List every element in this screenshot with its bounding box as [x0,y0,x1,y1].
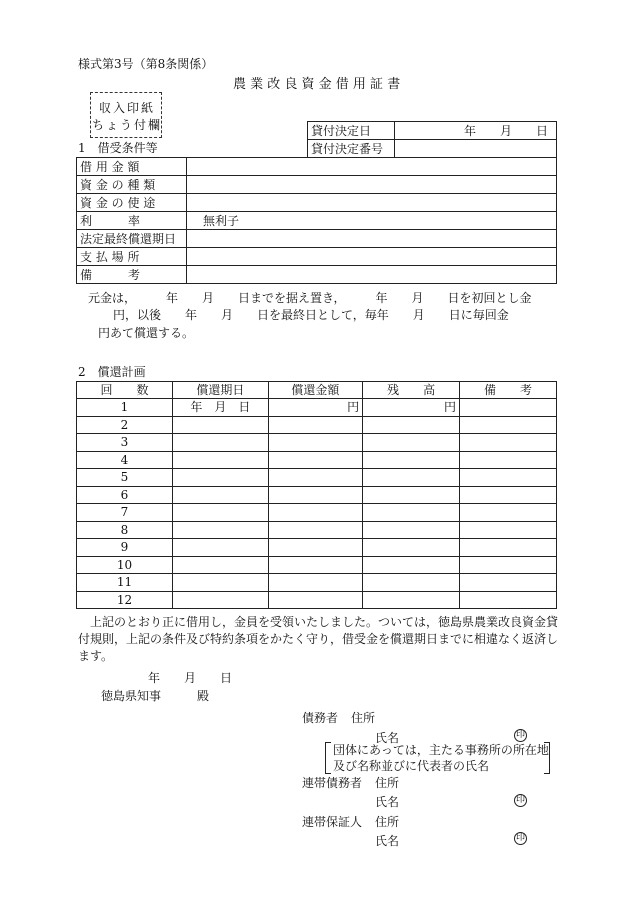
plan-balance [363,469,460,487]
plan-balance [363,434,460,452]
guarantor-name-label: 氏名 [375,834,400,848]
plan-remarks [460,486,557,504]
revenue-stamp-box [90,92,162,138]
plan-amount [268,434,362,452]
condition-row [77,194,557,212]
condition-row [77,266,557,284]
plan-balance [363,416,460,434]
plan-row [77,469,557,487]
plan-column-header: 回 数 [77,382,173,399]
condition-label: 法定最終償還期日 [77,230,187,248]
plan-column-header: 償還金額 [268,382,362,399]
condition-label: 資 金 の 使 途 [77,194,187,212]
plan-amount [268,469,362,487]
plan-balance [363,574,460,592]
debtor-address-label: 住所 [351,711,376,725]
note-bracket-left [325,742,331,774]
plan-balance [363,591,460,609]
plan-row [77,504,557,522]
joint-debtor-address-label: 住所 [375,776,400,790]
condition-label: 借 用 金 額 [77,158,187,176]
debtor-label: 債務者 [302,711,339,725]
guarantor-seal-mark: 印 [515,833,525,843]
plan-amount [268,521,362,539]
section1-heading: 1 借受条件等 [78,141,158,155]
plan-remarks [460,591,557,609]
plan-due-date [173,539,269,557]
plan-remarks [460,434,557,452]
addressee: 徳島県知事 殿 [101,689,210,703]
plan-amount [268,591,362,609]
stamp-label-line1: 収入印紙 [98,101,155,115]
plan-row [77,556,557,574]
section2-heading: 2 償還計画 [78,365,146,379]
plan-column-header: 償還期日 [173,382,269,399]
plan-row [77,416,557,434]
repayment-clause-line1: 元金は， 年 月 日までを据え置き， 年 月 日を初回とし金 [88,291,532,305]
plan-balance: 円 [363,399,460,417]
form-number: 様式第3号（第8条関係） [78,57,214,71]
plan-amount [268,451,362,469]
plan-amount [268,486,362,504]
condition-label: 利 率 [77,212,187,230]
debtor-note-line2: 及び名称並びに代表者の氏名 [333,759,490,773]
plan-row-number: 9 [77,539,173,557]
plan-amount [268,539,362,557]
plan-row-number: 12 [77,591,173,609]
plan-due-date [173,521,269,539]
plan-row [77,451,557,469]
plan-remarks [460,416,557,434]
loan-decision-date-value: 年 月 日 [395,122,557,140]
joint-debtor-label: 連帯債務者 [302,776,363,790]
condition-row [77,176,557,194]
loan-decision-number-value [395,140,557,158]
plan-amount [268,416,362,434]
condition-value [187,194,557,212]
plan-balance [363,521,460,539]
repayment-clause-line2: 円，以後 年 月 日を最終日として，毎年 月 日に毎回金 [113,308,509,322]
plan-amount: 円 [268,399,362,417]
plan-amount [268,574,362,592]
condition-row [77,248,557,266]
plan-due-date [173,591,269,609]
plan-row-number: 3 [77,434,173,452]
condition-label: 資 金 の 種 類 [77,176,187,194]
plan-remarks [460,504,557,522]
loan-decision-table [307,121,557,158]
note-bracket-right [544,742,550,774]
plan-row [77,521,557,539]
signing-date: 年 月 日 [148,671,233,685]
statement-line2: 付規則，上記の条件及び特約条項をかたく守り，借受金を償還期日までに相違なく返済し [78,632,559,646]
plan-row [77,486,557,504]
plan-row-number: 10 [77,556,173,574]
plan-row-number: 6 [77,486,173,504]
plan-due-date [173,556,269,574]
plan-row [77,574,557,592]
plan-row-number: 4 [77,451,173,469]
loan-decision-date-label: 貸付決定日 [308,122,395,140]
plan-due-date [173,416,269,434]
condition-value [187,230,557,248]
plan-due-date [173,434,269,452]
plan-remarks [460,399,557,417]
condition-value [187,266,557,284]
plan-row-number: 2 [77,416,173,434]
plan-amount [268,556,362,574]
condition-row [77,158,557,176]
guarantor-address-label: 住所 [375,815,400,829]
plan-remarks [460,556,557,574]
plan-row-number: 1 [77,399,173,417]
plan-remarks [460,521,557,539]
joint-debtor-name-label: 氏名 [375,795,400,809]
plan-row [77,434,557,452]
plan-row-number: 11 [77,574,173,592]
condition-row [77,212,557,230]
guarantor-label: 連帯保証人 [302,815,363,829]
plan-balance [363,451,460,469]
plan-row [77,399,557,417]
plan-row [77,539,557,557]
plan-balance [363,539,460,557]
plan-column-header: 備 考 [460,382,557,399]
plan-remarks [460,539,557,557]
statement-line3: ます。 [78,649,114,663]
loan-decision-number-label: 貸付決定番号 [308,140,395,158]
joint-debtor-seal-mark: 印 [515,795,525,805]
plan-balance [363,556,460,574]
plan-due-date [173,574,269,592]
plan-due-date: 年 月 日 [173,399,269,417]
condition-value [187,158,557,176]
plan-due-date [173,504,269,522]
condition-value [187,248,557,266]
plan-remarks [460,574,557,592]
plan-balance [363,504,460,522]
condition-value: 無利子 [187,212,557,230]
plan-row [77,591,557,609]
plan-due-date [173,469,269,487]
conditions-table [76,157,557,284]
plan-row-number: 8 [77,521,173,539]
condition-label: 備 考 [77,266,187,284]
plan-column-header: 残 高 [363,382,460,399]
plan-due-date [173,486,269,504]
statement-line1: 上記のとおり正に借用し，金員を受領いたしました。ついては，徳島県農業改良資金貸 [90,615,559,629]
debtor-note-line1: 団体にあっては，主たる事務所の所在地 [333,743,549,757]
stamp-label-line2: ちょう付欄 [91,118,162,132]
plan-amount [268,504,362,522]
condition-label: 支 払 場 所 [77,248,187,266]
plan-due-date [173,451,269,469]
debtor-name-label: 氏名 [375,731,400,745]
repayment-clause-line3: 円あて償還する。 [98,326,195,340]
condition-row [77,230,557,248]
document-title: 農 業 改 良 資 金 借 用 証 書 [233,77,401,92]
plan-balance [363,486,460,504]
condition-value [187,176,557,194]
debtor-seal-mark: 印 [515,730,525,740]
repayment-plan-table [76,381,557,609]
plan-row-number: 7 [77,504,173,522]
plan-row-number: 5 [77,469,173,487]
plan-remarks [460,451,557,469]
plan-remarks [460,469,557,487]
